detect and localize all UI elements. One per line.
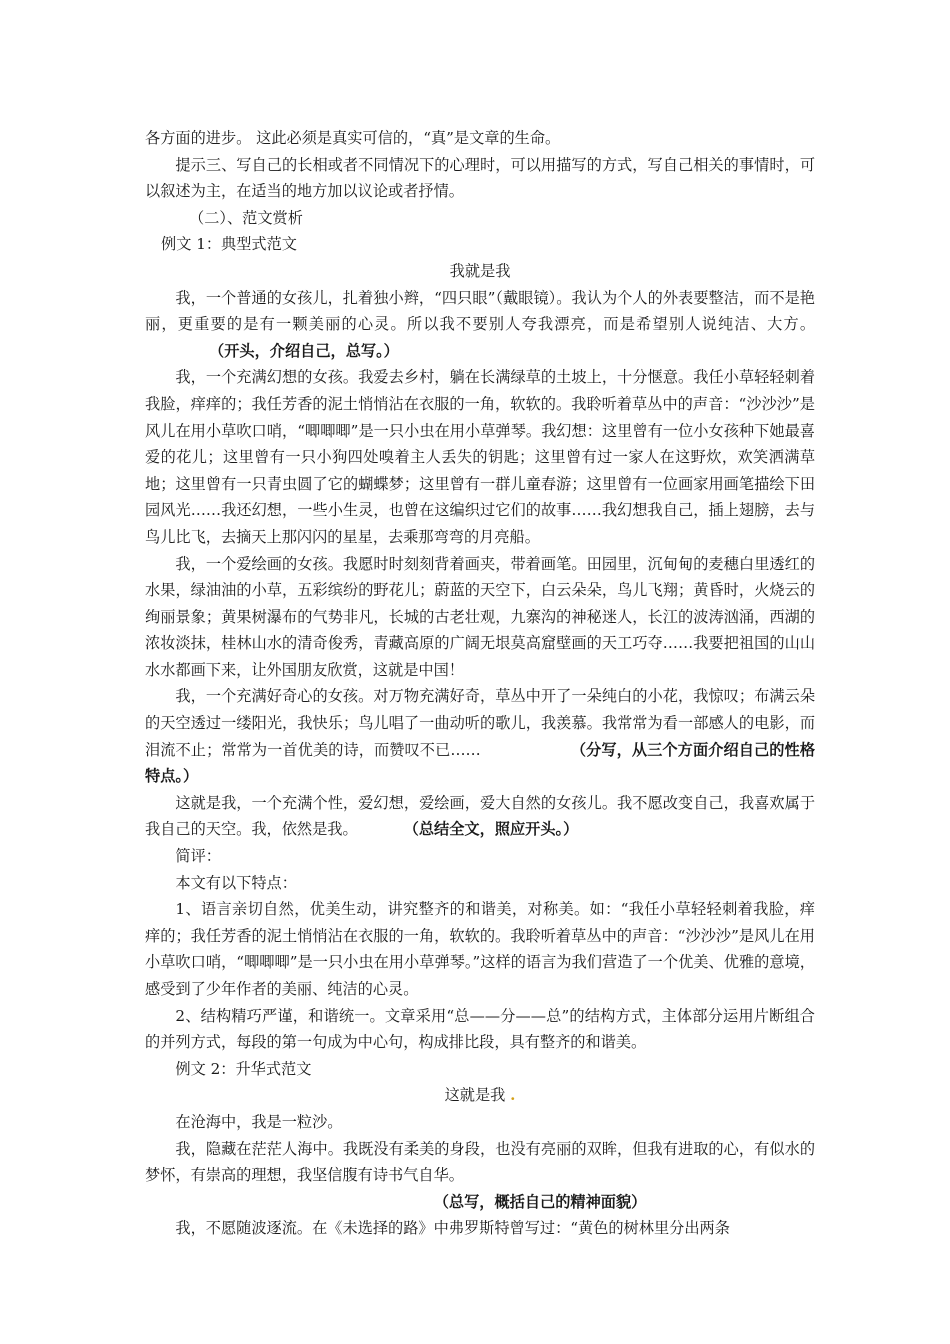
essay-one-paragraph-1 xyxy=(145,285,815,365)
essay-one-p5-text: 这就是我，一个充满个性，爱幻想，爱绘画，爱大自然的女孩儿。我不愿改变自己，我喜欢属于我自己的天空。我，依然是我。 xyxy=(145,793,815,839)
commentary-intro: 本文有以下特点： xyxy=(175,873,297,892)
document-page xyxy=(145,125,815,1242)
commentary-label: 简评： xyxy=(175,847,221,866)
decorative-dot: . xyxy=(510,1086,516,1105)
annotation-conclusion: （总结全文，照应开头。） xyxy=(403,820,579,839)
essay-one-paragraph-3: 我，一个爱绘画的女孩。我愿时时刻刻背着画夹，带着画笔。田园里，沉甸甸的麦穗白里透红的水果，绿油油的小草，五彩缤纷的野花儿；蔚蓝的天空下，白云朵朵，鸟儿飞翔；黄昏时，火烧云的绚丽景象；黄果树瀑布的气势非凡，长城的古老壮观，九寨沟的神秘迷人，长江的波涛汹涌，西湖的浓妆淡抹，桂林山水的清奇俊秀，青藏高原的广阔无垠莫高窟壁画的天工巧夺……我要把祖国的山山水水都画下来，让外国朋友欣赏，这就是中国！ xyxy=(145,554,815,679)
example-one-heading: 例文 1：典型式范文 xyxy=(161,235,297,254)
essay-one-paragraph-5 xyxy=(145,790,815,843)
essay-one-paragraph-4 xyxy=(145,683,815,789)
essay-two-paragraph-3: 我，不愿随波逐流。在《未选择的路》中弗罗斯特曾写过：“黄色的树林里分出两条 xyxy=(175,1219,730,1238)
essay-two-paragraph-1: 在沧海中，我是一粒沙。 xyxy=(175,1112,343,1131)
essay-two-title-text: 这就是我 xyxy=(444,1086,506,1105)
essay-one-p1-text: 我，一个普通的女孩儿，扎着独小辫，“四只眼”（戴眼镜）。我认为个人的外表要整洁，而不是艳丽，更重要的是有一颗美丽的心灵。所以我不要别人夸我漂亮，而是希望别人说纯洁、大方。 xyxy=(145,288,815,334)
annotation-body: （分写，从三个方面介绍自己的性格特点。） xyxy=(145,740,816,786)
annotation-summary: （总写，概括自己的精神面貌） xyxy=(433,1192,647,1211)
essay-one-paragraph-2: 我，一个充满幻想的女孩。我爱去乡村，躺在长满绿草的土坡上，十分惬意。我任小草轻轻刺着我脸，痒痒的；我任芳香的泥土悄悄沾在衣服的一角，软软的。我聆听着草丛中的声音：“沙沙沙”是风儿在用小草吹口哨，“唧唧唧”是一只小虫在用小草弹琴。我幻想：这里曾有一位小女孩种下她最喜爱的花儿；这里曾有一只小狗四处嗅着主人丢失的钥匙；这里曾有过一家人在这野炊，欢笑洒满草地；这里曾有一只青虫圆了它的蝴蝶梦；这里曾有一群儿童春游；这里曾有一位画家用画笔描绘下田园风光……我还幻想，一些小生灵，也曾在这编织过它们的故事……我幻想我自己，插上翅膀，去与鸟儿比飞，去摘天上那闪闪的星星，去乘那弯弯的月亮船。 xyxy=(145,368,815,546)
annotation-opening: （开头，介绍自己，总写。） xyxy=(209,341,399,360)
essay-one-title: 我就是我 xyxy=(449,261,511,280)
paragraph-continuation: 各方面的进步。 这此必须是真实可信的，“真”是文章的生命。 xyxy=(145,129,561,147)
essay-one-p4-text: 我，一个充满好奇心的女孩。对万物充满好奇，草丛中开了一朵纯白的小花，我惊叹；布满云朵的天空透过一缕阳光，我快乐；鸟儿唱了一曲动听的歌儿，我羡慕。我常常为看一部感人的电影，而泪流不止；常常为一首优美的诗，而赞叹不已…… xyxy=(145,687,815,759)
commentary-point-2: 2、结构精巧严谨，和谐统一。文章采用“总——分——总”的结构方式，主体部分运用片断组合的并列方式，每段的第一句成为中心句，构成排比段，具有整齐的和谐美。 xyxy=(145,1006,815,1052)
essay-two-title xyxy=(145,1082,815,1109)
example-two-heading: 例文 2：升华式范文 xyxy=(175,1059,312,1078)
tip-three-paragraph: 提示三、写自己的长相或者不同情况下的心理时，可以用描写的方式，写自己相关的事情时，可以叙述为主，在适当的地方加以议论或者抒情。 xyxy=(145,155,815,201)
commentary-point-1: 1、语言亲切自然，优美生动，讲究整齐的和谐美，对称美。如：“我任小草轻轻刺着我脸，痒痒的；我任芳香的泥土悄悄沾在衣服的一角，软软的。我聆听着草丛中的声音：“沙沙沙”是风儿在用小草吹口哨，“唧唧唧”是一只小虫在用小草弹琴。”这样的语言为我们营造了一个优美、优雅的意境，感受到了少年作者的美丽、纯洁的心灵。 xyxy=(145,900,815,998)
section-heading: （二）、范文赏析 xyxy=(189,208,303,227)
essay-two-paragraph-2: 我，隐藏在茫茫人海中。我既没有柔美的身段，也没有亮丽的双眸，但我有进取的心，有似水的梦怀，有崇高的理想，我坚信腹有诗书气自华。 xyxy=(145,1139,815,1185)
